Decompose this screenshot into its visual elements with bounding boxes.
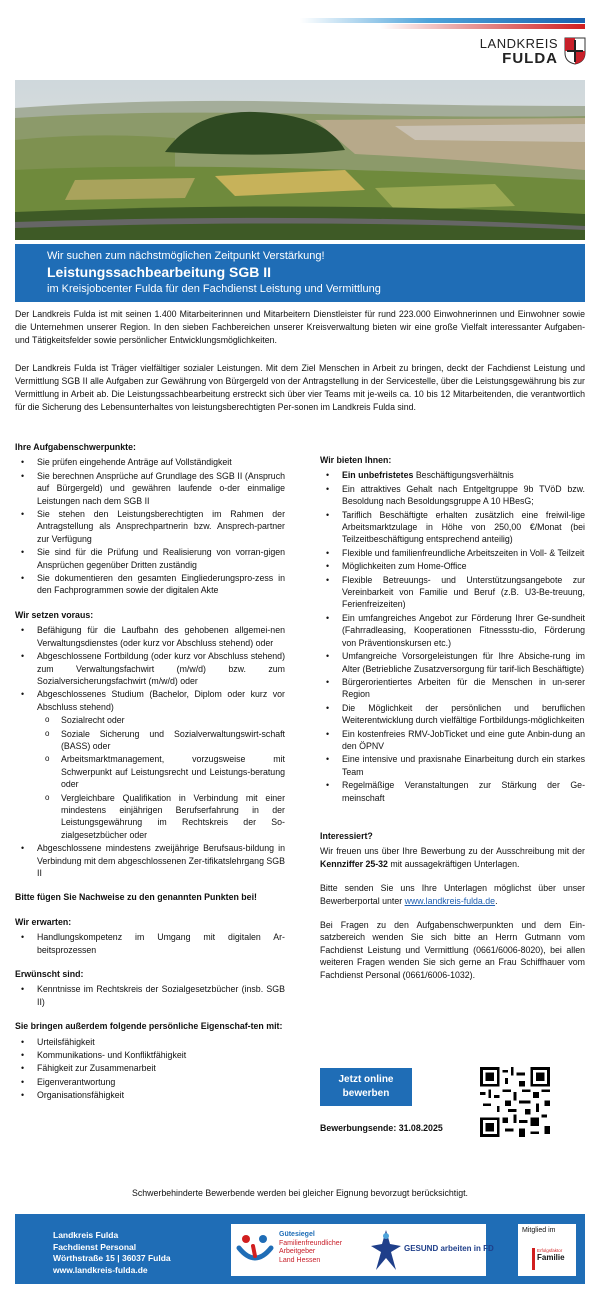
family-seal-icon [235, 1230, 275, 1270]
offer-text: Beschäftigungsverhältnis [413, 470, 514, 481]
offer-list [320, 469, 585, 804]
disability-note: Schwerbehinderte Bewerbende werden bei gleicher Eignung bevorzugt berücksichtigt. [132, 1188, 468, 1198]
list-item: • Sie sind für die Prüfung und Realisierung von vorran-gigen Ansprüchen gegenüber Dritten zuständig [15, 546, 285, 571]
star-figure-icon [370, 1228, 402, 1272]
list-item: • Sie dokumentieren den gesamten Eingliederungspro-zess in den Fachprogrammen sowie der digitalen Akte [15, 572, 285, 597]
badge3-top: Mitglied im [522, 1227, 556, 1234]
logo-line2: FULDA [502, 50, 558, 67]
job-title-banner [15, 244, 585, 302]
offer-heading: Wir bieten Ihnen: [320, 455, 392, 465]
list-item: • Kommunikations- und Konfliktfähigkeit [15, 1049, 285, 1061]
erfolgsfaktor-familie-logo [518, 1224, 576, 1276]
badge1-line1: Gütesiegel [279, 1231, 315, 1238]
footer [15, 1214, 585, 1284]
traits-heading: Sie bringen außerdem folgende persönliche Eigenschaf-ten mit: [15, 1021, 283, 1032]
interested-text [320, 845, 585, 870]
list-item: • Ein umfangreiches Angebot zur Förderung Ihrer Ge-sundheit (Fahrradleasing, Kooperationen Fitnessstu-dio, Förderung von Präventionskursen etc.) [320, 612, 585, 649]
qr-code-icon[interactable] [480, 1067, 550, 1137]
portal-text-a: Bitte senden Sie uns Ihre Unterlagen möglichst über unser Bewerberportal unter [320, 883, 585, 906]
footer-org: Landkreis Fulda [53, 1230, 119, 1240]
list-item [320, 469, 585, 481]
decorative-gradient-bar-red [380, 24, 585, 29]
badge1-line4: Land Hessen [279, 1256, 321, 1264]
gesund-arbeiten-logo [366, 1224, 494, 1276]
coat-of-arms-icon [564, 37, 586, 65]
tasks-heading: Ihre Aufgabenschwerpunkte: [15, 442, 136, 452]
list-item: • Ein attraktives Gehalt nach Entgeltgruppe 9b TVöD bzw. Besoldung nach Besoldungsgruppe A 10 HBesG; [320, 483, 585, 508]
banner-intro: Wir suchen zum nächstmöglichen Zeitpunkt Verstärkung! [47, 250, 325, 262]
reference-number: Kennziffer 25-32 [320, 858, 388, 869]
footer-address [53, 1230, 171, 1276]
interested-text-a: Wir freuen uns über Ihre Bewerbung zu der Ausschreibung mit der [320, 846, 585, 857]
desired-list [15, 983, 285, 1008]
banner-subtitle: im Kreisjobcenter Fulda für den Fachdienst Leistung und Vermittlung [47, 283, 381, 295]
list-item: • Flexible Betreuungs- und Unterstützungsangebote zur Vereinbarkeit von Familie und Beruf (z.B. U3-Be-treuung, Ferienfreizeiten) [320, 574, 585, 611]
intro-paragraph-2: Der Landkreis Fulda ist Träger vielfältiger sozialer Leistungen. Mit dem Ziel Menschen in Arbeit zu bringen, deckt der Fachdienst Leistung und Vermittlung SGB II alle Aufgaben zur Gewährung von Bürgergeld von der Antragstellung in der Servicestelle, über die Leistungsgewährung bis zur Vermittlung in Arbeit ab. Die Leistungssachbearbeitung erstreckt sich über vier Teams mit je-weils ca. 10 bis 12 Mitarbeitenden, die verantwortlich für die Sicherung des Lebensunterhaltes von leistungsberechtigten Per-sonen im Landkreis Fulda sind. [15, 363, 585, 412]
list-item: • Abgeschlossenes Studium (Bachelor, Diplom oder kurz vor Abschluss stehend) [15, 688, 285, 713]
list-item: • Sie prüfen eingehende Anträge auf Vollständigkeit [15, 456, 285, 468]
interested-text-b: mit aussagekräftigen Unterlagen. [387, 858, 520, 869]
list-item: • Kenntnisse im Rechtskreis der Sozialgesetzbücher (insb. SGB II) [15, 983, 285, 1008]
requirements-heading: Wir setzen voraus: [15, 609, 94, 620]
list-item: • Urteilsfähigkeit [15, 1036, 285, 1048]
family-friendly-seal-logo [231, 1224, 366, 1276]
intro-paragraph-1: Der Landkreis Fulda ist mit seinen 1.400 Mitarbeiterinnen und Mitarbeitern Dienstleister für rund 223.000 Einwohnerinnen und Einwohner sowie die Unternehmen unserer Region. In den sieben Fachbereichen unserer Kreisverwaltung bieten wir eine große Vielfalt interessanter Aufgaben- und Tätigkeitsfelder sowie persönlicher Entwicklungsmöglichkeiten. [15, 309, 585, 345]
offer-bold-text: Ein unbefristetes [342, 470, 414, 481]
list-item: • Ein kostenfreies RMV-JobTicket und eine gute Anbin-dung an den ÖPNV [320, 728, 585, 753]
sub-list-item: o Soziale Sicherung und Sozialverwaltungswirt-schaft (BASS) oder [15, 728, 285, 753]
desired-heading: Erwünscht sind: [15, 969, 84, 980]
list-item: • Die Möglichkeit der persönlichen und beruflichen Weiterentwicklung durch vielfältige Fortbildungs-möglichkeiten [320, 702, 585, 727]
requirements-list [15, 624, 285, 879]
list-item: • Bürgerorientiertes Arbeiten für die Menschen in un-serer Region [320, 676, 585, 701]
landkreis-logo [480, 36, 586, 66]
expectations-heading: Wir erwarten: [15, 916, 72, 927]
tasks-list [15, 456, 285, 596]
list-item: • Möglichkeiten zum Home-Office [320, 560, 585, 572]
list-item: • Handlungskompetenz im Umgang mit digitalen Ar-beitsprozessen [15, 931, 285, 956]
sub-list-item: o Arbeitsmarktmanagement, vorzugsweise mit Schwerpunkt auf Leistungsrecht und Leistungs-beratung oder [15, 753, 285, 790]
contact-text: Bei Fragen zu den Aufgabenschwerpunkten und dem Ein-satzbereich wenden Sie sich bitte an Herrn Gutmann vom Fachdienst Leistung und Vermittlung (0661/6006-8020), bei allen weiteren Fragen wenden Sie sich gerne an Frau Schiffhauer vom Fachdienst Personal (0661/6006-1032). [320, 920, 585, 980]
badge1-line2: Familienfreundlicher [279, 1239, 343, 1247]
list-item: • Flexible und familienfreundliche Arbeitszeiten in Voll- & Teilzeit [320, 547, 585, 559]
application-deadline [320, 1123, 443, 1133]
footer-dept: Fachdienst Personal [53, 1241, 137, 1252]
logo-line1: LANDKREIS [479, 36, 558, 51]
traits-list [15, 1036, 285, 1102]
list-item: • Eigenverantwortung [15, 1076, 285, 1088]
deadline-text: Bewerbungsende: 31.08.2025 [320, 1123, 443, 1133]
list-item: • Sie berechnen Ansprüche auf Grundlage des SGB II (Anspruch auf Bürgergeld) und gewähren laufende o-der einmalige Leistungen nach dem SGB II [15, 470, 285, 507]
footer-web[interactable]: www.landkreis-fulda.de [53, 1264, 148, 1275]
list-item: • Abgeschlossene mindestens zweijährige Berufsaus-bildung in Verbindung mit dem abgeschlossenen Zer-tifikatslehrgang SGB II [15, 842, 285, 879]
sub-list-item: o Vergleichbare Qualifikation in Verbindung mit einer mindestens einjährigen Berufserfahrung in der Leistungsgewährung im Rechtskreis der So-zialgesetzbücher oder [15, 792, 285, 842]
list-item: • Umfangreiche Vorsorgeleistungen für Ihre Absiche-rung im Alter (Betriebliche Zusatzversorgung für tarif-lich Beschäftigte) [320, 650, 585, 675]
list-item: • Tariflich Beschäftigte erhalten zusätzlich eine freiwil-lige Arbeitsmarktzulage in Höhe von 250,00 €/Monat (bei Teilzeitbeschäftigung entsprechend anteilig) [320, 509, 585, 546]
sub-list-item: o Sozialrecht oder [15, 714, 285, 726]
left-column [15, 441, 285, 1114]
badge1-line3: Arbeitgeber [279, 1248, 316, 1255]
badge2-text: GESUND arbeiten in FD [404, 1244, 494, 1253]
portal-text-end: . [495, 895, 498, 906]
list-item: • Eine intensive und praxisnahe Einarbeitung durch ein starkes Team [320, 753, 585, 778]
portal-link[interactable]: www.landkreis-fulda.de [404, 895, 496, 906]
landscape-photo [15, 80, 585, 240]
proof-note: Bitte fügen Sie Nachweise zu den genannten Punkten bei! [15, 892, 257, 903]
job-title: Leistungssachbearbeitung SGB II [47, 264, 272, 280]
list-item: • Fähigkeit zur Zusammenarbeit [15, 1062, 285, 1074]
list-item: • Befähigung für die Laufbahn des gehobenen allgemei-nen Verwaltungsdienstes (oder kurz vor Abschluss stehend) oder [15, 624, 285, 649]
apply-online-button[interactable]: Jetzt online bewerben [320, 1068, 412, 1106]
list-item: • Sie stehen den Leistungsberechtigten im Rahmen der Antragstellung als Ansprechpartnerin bzw. Ansprech-partner zur Verfügung [15, 508, 285, 545]
decorative-gradient-bar [300, 18, 585, 23]
interested-heading: Interessiert? [320, 830, 373, 841]
list-item: • Organisationsfähigkeit [15, 1089, 285, 1101]
footer-street: Wörthstraße 15 | 36037 Fulda [53, 1253, 171, 1263]
badge3-small: Erfolgsfaktor [537, 1248, 563, 1253]
badge3-big: Familie [537, 1253, 565, 1262]
list-item: • Regelmäßige Veranstaltungen zur Stärkung der Ge-meinschaft [320, 779, 585, 804]
list-item: • Abgeschlossene Fortbildung (oder kurz vor Abschluss stehend) zum Verwaltungsfachwirt (m/w/d) bzw. zum Sozialversicherungsfachwirt (m/w/d) oder [15, 650, 285, 687]
right-column [320, 454, 585, 993]
expectations-list [15, 931, 285, 956]
portal-text [320, 882, 585, 907]
